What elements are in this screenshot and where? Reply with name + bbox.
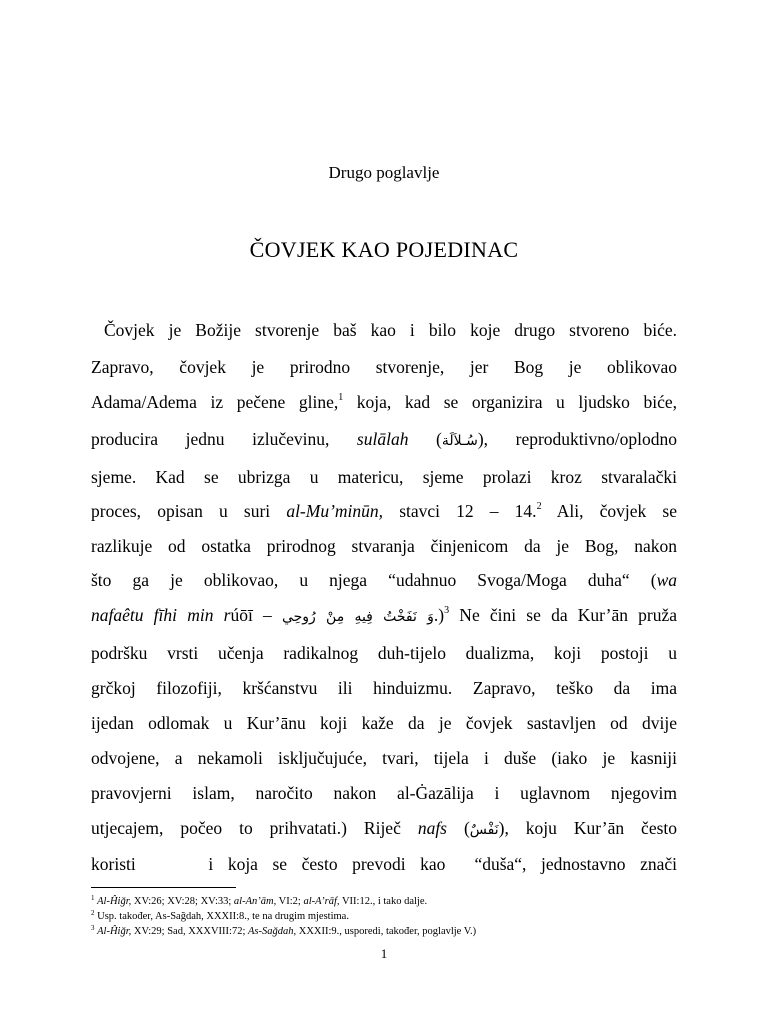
footnote: $^1$ Al-Ĥiğr, XV:26; XV:28; XV:33; al-An’ām, VI:2; al-A’rāf, VII:12., i tako dalje. (91, 894, 428, 907)
footnote-ref: 2 (536, 501, 542, 512)
text-line: podršku vrsti učenja radikalnog duh-tijelo dualizma, koji postoji u (91, 643, 677, 663)
footnote: $^3$ Al-Ĥiğr, XV:29; Sad, XXXVIII:72; As-Sağdah, XXXII:9., usporedi, također, poglavlje V.) (91, 924, 477, 937)
text-line: što ga je oblikovao, u njega “udahnuo Svoga/Moga duha“ (wa (91, 570, 677, 590)
text-line: razlikuje od ostatka prirodnog stvaranja činjenicom da je Bog, nakon (91, 536, 677, 556)
chapter-label: Drugo poglavlje (328, 163, 440, 182)
page-number: 1 (380, 946, 388, 961)
text-line: ijedan odlomak u Kur’ānu koji kaže da je čovjek sastavljen od dvije (91, 713, 677, 733)
page-title: ČOVJEK KAO POJEDINAC (249, 237, 519, 262)
arabic-text: نَفْسٌ (469, 822, 499, 838)
text-line: utjecajem, počeo to prihvatati.) Riječ nafs (نَفْسٌ), koju Kur’ān često (91, 818, 678, 838)
text-line: Zapravo, čovjek je prirodno stvorenje, jer Bog je oblikovao (91, 357, 677, 377)
text-line: nafaêtu fīhi min rúōī – وَ نَفَخْتُ فِيهِ مِنْ رُوحِي.)$^3$ Ne čini se da Kur’ān pruža (91, 605, 678, 625)
footnote-ref: 1 (338, 392, 344, 403)
text-line: Adama/Adema iz pečene gline,$^1$ koja, kad se organizira u ljudsko biće, (91, 392, 677, 412)
text-line: koristi i koja se često prevodi kao “duša“, jednostavno znači (91, 854, 677, 874)
text-line: pravovjerni islam, naročito nakon al-Ġazālija i uglavnom njegovim (91, 783, 677, 803)
arabic-text: وَ نَفَخْتُ فِيهِ مِنْ رُوحِي (281, 609, 434, 625)
footnote: $^2$ Usp. također, As-Sağdah, XXXII:8., te na drugim mjestima. (91, 909, 349, 922)
arabic-text: سُـلاَلَة (441, 433, 478, 449)
text-line: grčkoj filozofiji, kršćanstvu ili hinduizmu. Zapravo, teško da ima (91, 678, 677, 698)
text-line: producira jednu izlučevinu, sulālah (سُـلاَلَة), reproduktivno/oplodno (91, 429, 677, 449)
text-line: Čovjek je Božije stvorenje baš kao i bilo koje drugo stvoreno biće. (104, 320, 677, 340)
text-line: sjeme. Kad se ubrizga u matericu, sjeme prolazi kroz stvaralački (91, 467, 677, 487)
text-line: odvojene, a nekamoli isključujuće, tvari, tijela i duše (iako je kasniji (91, 748, 677, 768)
text-line: proces, opisan u suri al-Mu’minūn, stavci 12 – 14.$^2$ Ali, čovjek se (91, 501, 677, 521)
footnote-ref: 3 (444, 605, 450, 616)
footnote-separator (91, 887, 236, 888)
